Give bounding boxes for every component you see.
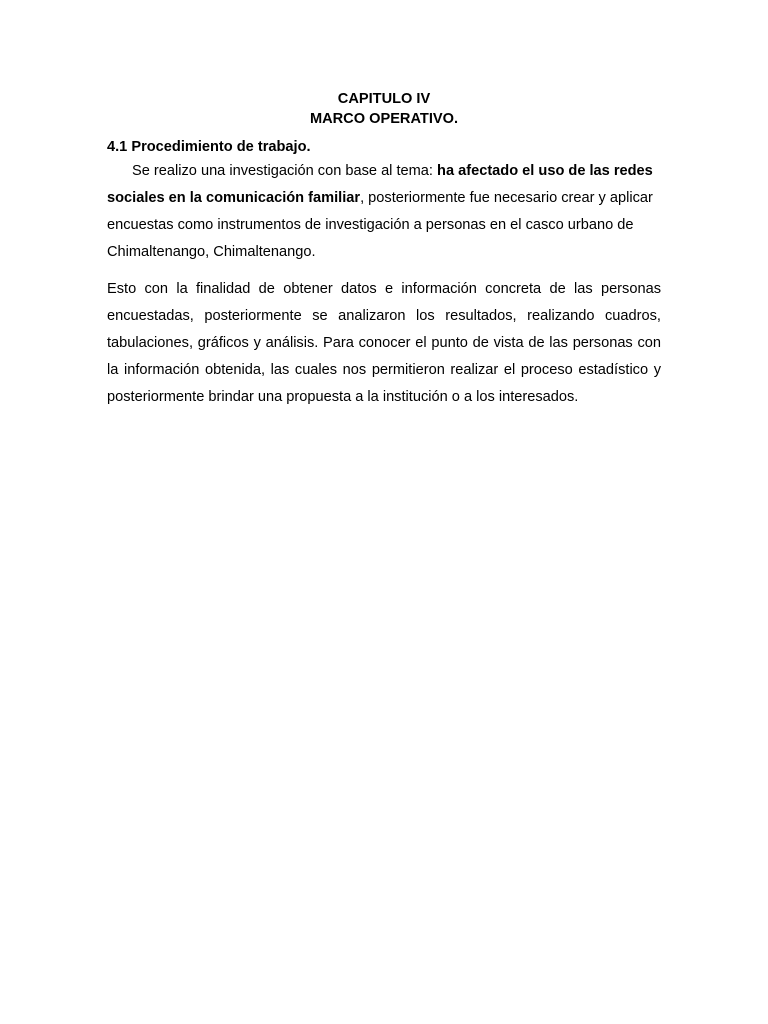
paragraph-1-rest: , posteriormente fue necesario crear y aplicar encuestas como instrumentos de investigación a personas en el casco urbano de Chimaltenango, Chimaltenango. [107,189,653,260]
section-heading: 4.1 Procedimiento de trabajo. [107,139,311,155]
chapter-subtitle: MARCO OPERATIVO. [309,110,459,127]
chapter-title: CAPITULO IV [337,91,431,107]
paragraph-1-intro: Se realizo una investigación con base al tema: [132,162,438,179]
paragraph-1-topic: ha afectado el uso de las redes sociales en la comunicación familiar [107,162,653,206]
paragraph-1 [107,158,661,266]
paragraph-2: Esto con la finalidad de obtener datos e información concreta de las personas encuestadas, posteriormente se analizaron los resultados, realizando cuadros, tabulaciones, gráficos y análisis. Para conocer el punto de vista de las personas con la información obtenida, las cuales nos permitieron realizar el proceso estadístico y posteriormente brindar una propuesta a la institución o a los interesados. [107,280,661,405]
document-page [107,90,661,411]
